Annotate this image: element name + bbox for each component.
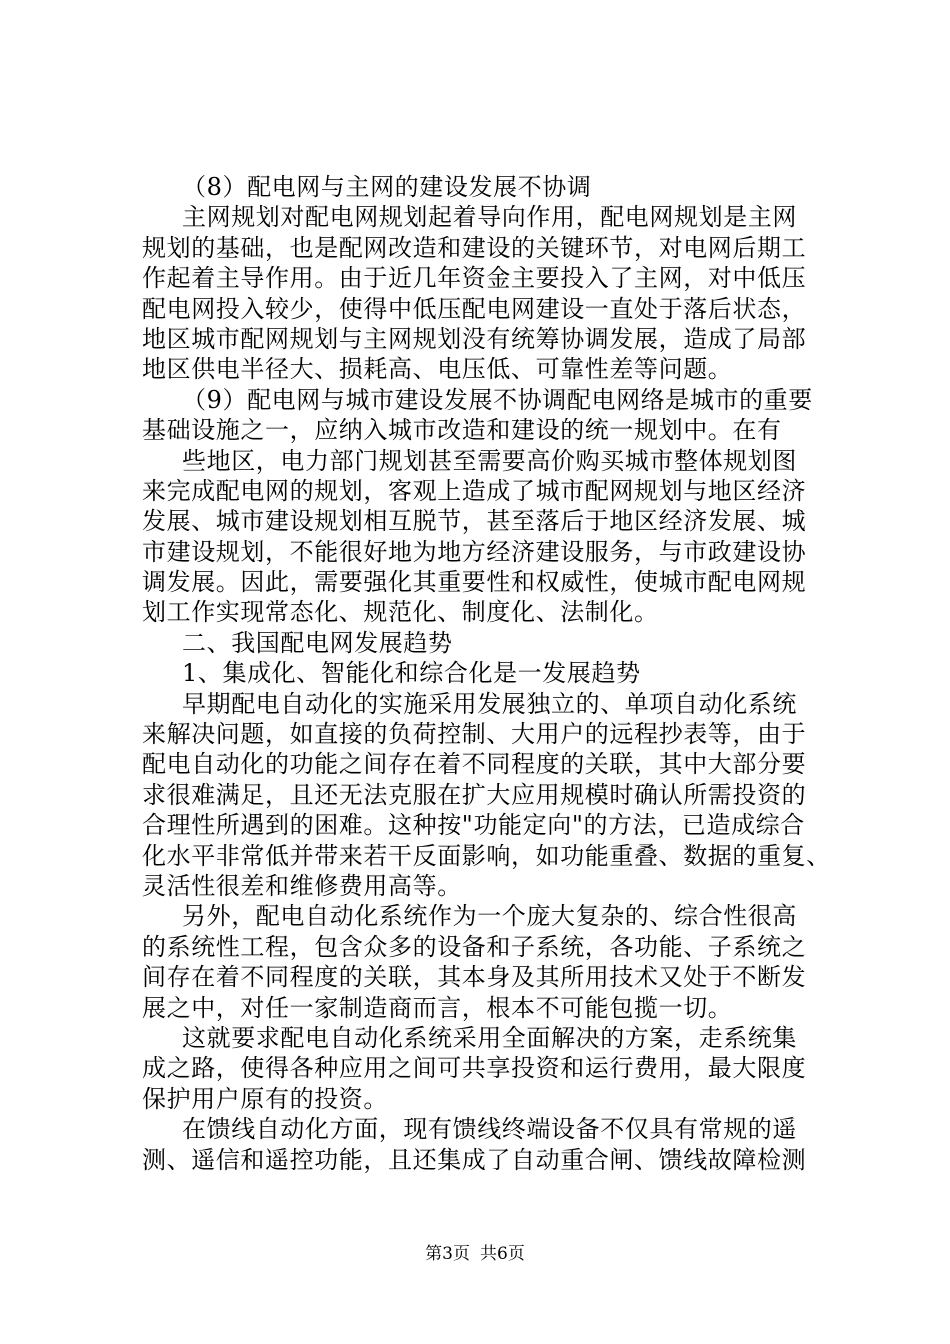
- text-line: 化水平非常低并带来若干反面影响，如功能重叠、数据的重复、: [142, 841, 831, 870]
- text-line: 另外，配电自动化系统作为一个庞大复杂的、综合性很高: [182, 902, 797, 931]
- text-line: 早期配电自动化的实施采用发展独立的、单项自动化系统: [182, 689, 797, 718]
- text-line: 市建设规划，不能很好地为地方经济建设服务，与市政建设协: [142, 537, 807, 566]
- text-line: 地区供电半径大、损耗高、电压低、可靠性差等问题。: [142, 355, 733, 384]
- text-line: 基础设施之一，应纳入城市改造和建设的统一规划中。在有: [142, 416, 782, 445]
- text-line: 调发展。因此，需要强化其重要性和权威性，使城市配电网规: [142, 568, 807, 597]
- page-total: 共6页: [480, 1244, 525, 1264]
- text-line: 求很难满足，且还无法克服在扩大应用规模时确认所需投资的: [142, 780, 807, 809]
- text-line: 合理性所遇到的困难。这种按"功能定向"的方法，已造成综合: [142, 811, 805, 840]
- text-line: 1、集成化、智能化和综合化是一发展趋势: [182, 659, 641, 688]
- text-line: 这就要求配电自动化系统采用全面解决的方案，走系统集: [182, 1023, 797, 1052]
- text-line: 二、我国配电网发展趋势: [182, 628, 453, 657]
- text-line: 展之中，对任一家制造商而言，根本不可能包揽一切。: [142, 993, 733, 1022]
- text-line: 规划的基础，也是配网改造和建设的关键环节，对电网后期工: [142, 233, 807, 262]
- text-line: 来解决问题，如直接的负荷控制、大用户的远程抄表等，由于: [142, 720, 807, 749]
- page-number: 第3页: [425, 1244, 470, 1264]
- text-line: 作起着主导作用。由于近几年资金主要投入了主网，对中低压: [142, 264, 807, 293]
- text-line: 发展、城市建设规划相互脱节，甚至落后于地区经济发展、城: [142, 507, 807, 536]
- text-line: 保护用户原有的投资。: [142, 1084, 388, 1113]
- text-line: 成之路，使得各种应用之间可共享投资和运行费用，最大限度: [142, 1054, 807, 1083]
- text-line: 配电网投入较少，使得中低压配电网建设一直处于落后状态，: [142, 294, 807, 323]
- text-line: 主网规划对配电网规划起着导向作用，配电网规划是主网: [182, 203, 797, 232]
- text-line: 来完成配电网的规划，客观上造成了城市配网规划与地区经济: [142, 476, 807, 505]
- text-line: 地区城市配网规划与主网规划没有统筹协调发展，造成了局部: [142, 324, 807, 353]
- text-line: 些地区，电力部门规划甚至需要高价购买城市整体规划图: [182, 446, 797, 475]
- text-line: 在馈线自动化方面，现有馈线终端设备不仅具有常规的遥: [182, 1115, 797, 1144]
- text-line: （9）配电网与城市建设发展不协调配电网络是城市的重要: [182, 385, 813, 414]
- text-line: 测、遥信和遥控功能，且还集成了自动重合闸、馈线故障检测: [142, 1145, 807, 1174]
- text-line: 的系统性工程，包含众多的设备和子系统，各功能、子系统之: [142, 932, 807, 961]
- page-footer: [0, 1244, 950, 1264]
- document-body: [142, 172, 842, 1175]
- text-line: 灵活性很差和维修费用高等。: [142, 871, 462, 900]
- text-line: 配电自动化的功能之间存在着不同程度的关联，其中大部分要: [142, 750, 807, 779]
- text-line: 间存在着不同程度的关联，其本身及其所用技术又处于不断发: [142, 963, 807, 992]
- text-line: 划工作实现常态化、规范化、制度化、法制化。: [142, 598, 659, 627]
- text-line: （8）配电网与主网的建设发展不协调: [182, 173, 592, 201]
